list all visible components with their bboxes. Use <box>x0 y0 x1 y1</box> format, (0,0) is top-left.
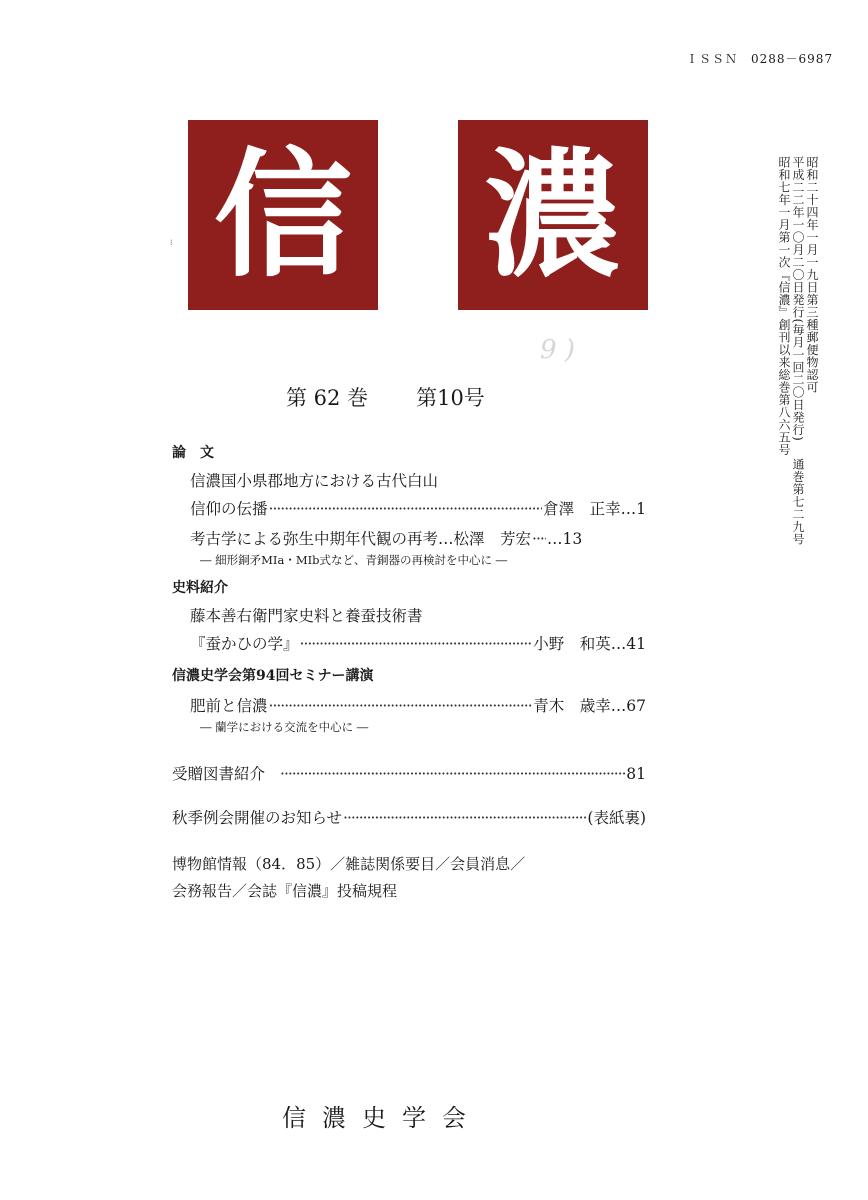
entry-title: 秋季例会開催のお知らせ <box>172 809 343 827</box>
postal-note-2: 平成二二年一〇月二〇日発行(毎月一回二〇日発行) <box>791 156 805 442</box>
article-page: 1 <box>636 500 646 518</box>
leader-dots <box>300 635 533 653</box>
article-subtitle: ― 細形銅矛MⅠa・MⅠb式など、青銅器の再検討を中心に ― <box>200 553 508 567</box>
volume-issue <box>286 382 485 412</box>
page-dots: … <box>547 530 563 548</box>
title-logo-char-2: 濃 <box>458 120 648 310</box>
article-author: 小野 和英 <box>533 635 611 653</box>
toc-entry-notice <box>172 806 646 828</box>
leader-dots <box>343 809 586 827</box>
margin-mark: ⁝ <box>170 238 173 247</box>
leader-dots <box>269 500 543 518</box>
pencil-mark: 9 ) <box>540 335 575 365</box>
toc-entry <box>190 527 646 549</box>
section-heading-seminar: 信濃史学会第94回セミナー講演 <box>172 668 374 684</box>
misc-contents-line-1: 博物館情報（84．85）／雑誌関係要目／会員消息／ <box>172 855 526 873</box>
entry-page: 81 <box>626 765 646 783</box>
section-heading-papers: 論 文 <box>172 445 214 461</box>
section-heading-documents: 史料紹介 <box>172 580 228 596</box>
page-dots: … <box>620 500 637 518</box>
article-author: 倉澤 正幸 <box>543 500 621 518</box>
issue-number: 第10号 <box>416 386 485 410</box>
toc-entry <box>190 632 646 654</box>
article-title-line: 藤本善右衛門家史料と養蚕技術書 <box>190 607 423 625</box>
article-author: 青木 歳幸 <box>533 697 611 715</box>
article-title: 考古学による弥生中期年代観の再考 <box>190 530 439 548</box>
postal-note-4: 通巻第七二九号 <box>791 458 805 546</box>
article-title: 信仰の伝播 <box>190 500 268 518</box>
article-title: 肥前と信濃 <box>190 697 268 715</box>
leader-dots <box>280 765 625 783</box>
article-page: 41 <box>626 635 646 653</box>
toc-entry <box>190 497 646 519</box>
article-title-line: 信濃国小県郡地方における古代白山 <box>190 472 439 490</box>
page-dots: … <box>610 635 627 653</box>
leader-dots <box>269 697 533 715</box>
entry-title: 受贈図書紹介 <box>172 765 266 783</box>
title-logo-char-1: 信 <box>188 120 378 310</box>
article-page: 67 <box>626 697 646 715</box>
article-author: 松澤 芳宏 <box>453 530 532 548</box>
article-page: 13 <box>562 530 583 548</box>
toc-entry <box>190 694 646 716</box>
page-dots: … <box>610 697 627 715</box>
volume-number: 第 62 巻 <box>286 386 369 410</box>
issn-number: ＩＳＳＮ 0288－6987 <box>686 52 834 66</box>
entry-page: (表紙裏) <box>587 809 646 827</box>
page-dots: … <box>438 530 454 548</box>
postal-note-3: 昭和七年一月第一次『信濃』創刊以来総巻第八六五号 <box>777 156 791 456</box>
article-title: 『蚕かひの学』 <box>190 635 299 653</box>
misc-contents-line-2: 会務報告／会誌『信濃』投稿規程 <box>172 882 398 900</box>
toc-entry-book-review <box>172 762 646 784</box>
article-subtitle: ― 蘭学における交流を中心に ― <box>200 720 369 734</box>
leader-dots <box>532 530 546 548</box>
postal-note-1: 昭和二十四年一月一九日第三種郵便物認可 <box>805 156 819 394</box>
publisher-name: 信濃史学会 <box>282 1104 482 1132</box>
